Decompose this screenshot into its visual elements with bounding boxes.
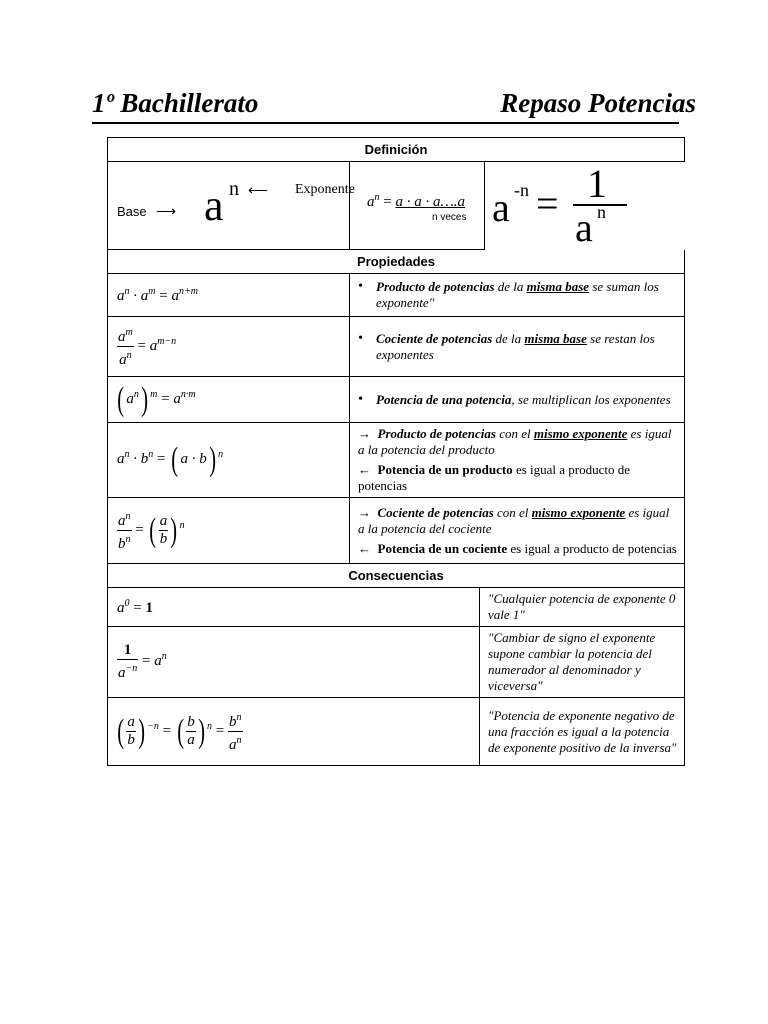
section-definicion: Definición bbox=[108, 138, 685, 162]
summary-sheet bbox=[107, 137, 684, 766]
formula-equals: = bbox=[383, 194, 392, 210]
rule-quotient-same-exponent: → Cociente de potencias con el mismo exponente es igual a la potencia del cociente ← Potencia de un cociente es igual a producto de potencias bbox=[350, 498, 685, 564]
neg-equals: = bbox=[536, 181, 559, 226]
left-arrow-icon: ← bbox=[358, 540, 371, 556]
right-arrow-icon: → bbox=[358, 426, 371, 441]
neg-exp: -n bbox=[514, 180, 529, 200]
bullet-icon: • bbox=[358, 391, 363, 407]
neg-base-a: a bbox=[492, 185, 510, 230]
formula-power-of-power: ( $a^n$) $^m = a^{n\cdot m}$ bbox=[108, 377, 350, 423]
formula-product: a · a · a….a bbox=[395, 194, 466, 210]
negative-exponent-definition bbox=[492, 161, 685, 250]
base-label: Base bbox=[117, 204, 147, 219]
exponent-label: Exponente bbox=[295, 182, 355, 197]
powers-table bbox=[107, 137, 685, 766]
big-exponent-n: n bbox=[229, 178, 239, 200]
formula-inverse-negative: $\frac{1}{a^{-n}}$ = $a^n$ bbox=[108, 627, 480, 698]
big-base-a: a bbox=[204, 181, 224, 230]
rule-product-same-base: • Producto de potencias de la misma base se suman los exponente" bbox=[350, 274, 685, 317]
course-title: 1º Bachillerato bbox=[92, 88, 259, 118]
formula-a: a bbox=[367, 194, 375, 210]
right-arrow-icon: → bbox=[358, 504, 371, 520]
formula-quotient-same-exponent: $\frac{a^n}{b^n}$ = ( $\frac{a}{b}$ ) $^n$ bbox=[108, 498, 350, 564]
formula-zero-exponent: $a^0 = 1$ bbox=[108, 588, 480, 627]
consequence-sign-change: "Cambiar de signo el exponente supone cambiar la potencia del numerador al denominador y viceversa" bbox=[480, 627, 685, 698]
consequence-zero-exponent: "Cualquier potencia de exponente 0 vale 1" bbox=[480, 588, 685, 627]
rule-quotient-same-base: • Cociente de potencias de la misma base se restan los exponentes bbox=[350, 317, 685, 377]
definition-diagram bbox=[108, 162, 355, 250]
base-arrow-icon: ⟶ bbox=[156, 205, 177, 220]
section-consecuencias: Consecuencias bbox=[108, 564, 685, 588]
page-header bbox=[92, 88, 696, 124]
formula-product-same-base: $a^n \cdot a^m = a^{n+m}$ bbox=[108, 274, 350, 317]
rule-product-same-exponent: → Producto de potencias con el mismo exponente es igual a la potencia del producto ← Potencia de un producto es igual a producto de potencias bbox=[350, 423, 685, 498]
formula-n-veces: n veces bbox=[432, 212, 467, 223]
neg-den-a: a bbox=[575, 205, 593, 250]
left-arrow-icon: ← bbox=[358, 462, 371, 477]
formula-quotient-same-base: $\frac{a^m}{a^n}$ = $a^{m-n}$ bbox=[108, 317, 350, 377]
bullet-icon: • bbox=[358, 330, 363, 346]
formula-product-same-exponent: $a^n \cdot b^n$ = ( a · b) $^n$ bbox=[108, 423, 350, 498]
rule-power-of-power: • Potencia de una potencia, se multiplican los exponentes bbox=[350, 377, 685, 423]
formula-fraction-negative: ( $\frac{a}{b}$ ) $^{-n}$ = ( $\frac{b}{a}$ ) $^n$ = $\frac{b^n}{a^n}$ bbox=[108, 698, 480, 766]
formula-n: n bbox=[374, 192, 380, 203]
exponent-arrow-icon: ⟵ bbox=[248, 184, 269, 199]
neg-den-n: n bbox=[597, 202, 606, 222]
bullet-icon: • bbox=[358, 279, 363, 294]
section-propiedades: Propiedades bbox=[108, 250, 685, 274]
neg-numerator: 1 bbox=[587, 161, 607, 206]
topic-title: Repaso Potencias bbox=[500, 88, 696, 118]
consequence-fraction-negative: "Potencia de exponente negativo de una fracción es igual a la potencia de exponente positivo de la inversa" bbox=[480, 698, 685, 766]
